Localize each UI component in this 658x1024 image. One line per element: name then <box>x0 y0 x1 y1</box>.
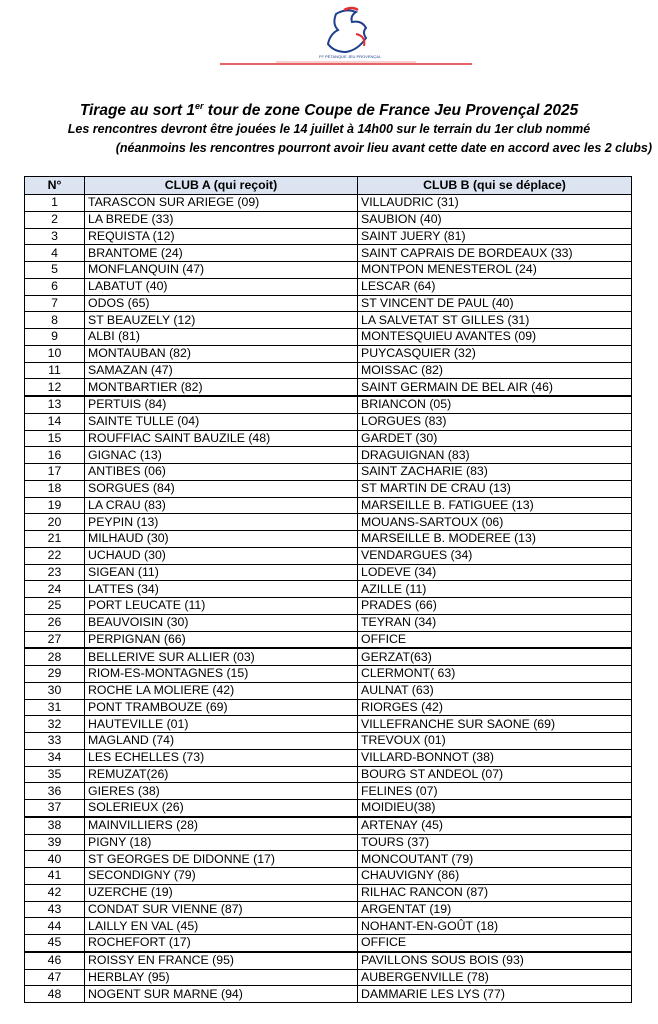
row-number: 25 <box>25 598 85 615</box>
club-b-cell: TOURS (37) <box>358 834 632 851</box>
club-b-cell: MOIDIEU(38) <box>358 800 632 817</box>
club-a-cell: UZERCHE (19) <box>85 884 358 901</box>
table-row <box>25 531 632 548</box>
club-b-cell: GARDET (30) <box>358 430 632 447</box>
club-b-cell: AUBERGENVILLE (78) <box>358 969 632 986</box>
club-b-cell: AULNAT (63) <box>358 682 632 699</box>
club-b-cell: OFFICE <box>358 631 632 648</box>
club-b-cell: SAINT CAPRAIS DE BORDEAUX (33) <box>358 245 632 262</box>
table-row <box>25 682 632 699</box>
club-a-cell: MONTAUBAN (82) <box>85 345 358 362</box>
table-row <box>25 379 632 396</box>
subtitle-date: Les rencontres devront être jouées le 14 juillet à 14h00 sur le terrain du 1er club nommé <box>67 122 591 136</box>
row-number: 26 <box>25 614 85 631</box>
club-b-cell: SAINT ZACHARIE (83) <box>358 464 632 481</box>
table-row <box>25 699 632 716</box>
club-a-cell: UCHAUD (30) <box>85 547 358 564</box>
club-b-cell: MONTPON MENESTEROL (24) <box>358 262 632 279</box>
table-row <box>25 851 632 868</box>
header-num: N° <box>25 177 85 195</box>
row-number: 13 <box>25 396 85 413</box>
row-number: 22 <box>25 547 85 564</box>
table-row <box>25 278 632 295</box>
table-row <box>25 935 632 952</box>
header-club-b: CLUB B (qui se déplace) <box>358 177 632 195</box>
club-b-cell: ST MARTIN DE CRAU (13) <box>358 480 632 497</box>
club-a-cell: ST BEAUZELY (12) <box>85 312 358 329</box>
club-b-cell: PRADES (66) <box>358 598 632 615</box>
table-row <box>25 716 632 733</box>
row-number: 31 <box>25 699 85 716</box>
club-a-cell: SIGEAN (11) <box>85 564 358 581</box>
club-a-cell: GIERES (38) <box>85 783 358 800</box>
club-a-cell: PERTUIS (84) <box>85 396 358 413</box>
club-a-cell: ODOS (65) <box>85 295 358 312</box>
club-a-cell: RIOM-ES-MONTAGNES (15) <box>85 666 358 683</box>
club-b-cell: LA SALVETAT ST GILLES (31) <box>358 312 632 329</box>
svg-text:FF PÉTANQUE JEU PROVENÇAL: FF PÉTANQUE JEU PROVENÇAL <box>319 54 382 59</box>
row-number: 19 <box>25 497 85 514</box>
row-number: 12 <box>25 379 85 396</box>
table-row <box>25 345 632 362</box>
table-body <box>25 195 632 1003</box>
club-a-cell: LA CRAU (83) <box>85 497 358 514</box>
club-a-cell: ANTIBES (06) <box>85 464 358 481</box>
club-b-cell: DRAGUIGNAN (83) <box>358 447 632 464</box>
club-a-cell: SECONDIGNY (79) <box>85 868 358 885</box>
rooster-icon <box>328 10 366 52</box>
club-b-cell: PAVILLONS SOUS BOIS (93) <box>358 952 632 969</box>
table-row <box>25 884 632 901</box>
table-row <box>25 800 632 817</box>
club-a-cell: MAINVILLIERS (28) <box>85 817 358 834</box>
club-a-cell: HERBLAY (95) <box>85 969 358 986</box>
page-title: Tirage au sort 1er tour de zone Coupe de France Jeu Provençal 2025 <box>79 101 579 120</box>
club-a-cell: SAINTE TULLE (04) <box>85 413 358 430</box>
club-a-cell: CONDAT SUR VIENNE (87) <box>85 901 358 918</box>
club-a-cell: PIGNY (18) <box>85 834 358 851</box>
table-row <box>25 396 632 413</box>
row-number: 37 <box>25 800 85 817</box>
row-number: 17 <box>25 464 85 481</box>
draw-table <box>24 176 632 1003</box>
row-number: 48 <box>25 986 85 1003</box>
table-row <box>25 868 632 885</box>
club-a-cell: ROCHE LA MOLIERE (42) <box>85 682 358 699</box>
club-b-cell: VILLEFRANCHE SUR SAONE (69) <box>358 716 632 733</box>
club-a-cell: MONTBARTIER (82) <box>85 379 358 396</box>
row-number: 29 <box>25 666 85 683</box>
club-b-cell: NOHANT-EN-GOÛT (18) <box>358 918 632 935</box>
row-number: 23 <box>25 564 85 581</box>
club-b-cell: SAINT GERMAIN DE BEL AIR (46) <box>358 379 632 396</box>
club-a-cell: SOLERIEUX (26) <box>85 800 358 817</box>
club-b-cell: SAINT JUERY (81) <box>358 228 632 245</box>
row-number: 18 <box>25 480 85 497</box>
table-row <box>25 413 632 430</box>
row-number: 27 <box>25 631 85 648</box>
row-number: 39 <box>25 834 85 851</box>
table-row <box>25 581 632 598</box>
row-number: 24 <box>25 581 85 598</box>
row-number: 14 <box>25 413 85 430</box>
federation-logo <box>216 6 476 68</box>
table-row <box>25 211 632 228</box>
table-row <box>25 834 632 851</box>
club-b-cell: MARSEILLE B. MODEREE (13) <box>358 531 632 548</box>
club-b-cell: MONCOUTANT (79) <box>358 851 632 868</box>
row-number: 21 <box>25 531 85 548</box>
club-b-cell: LORGUES (83) <box>358 413 632 430</box>
row-number: 28 <box>25 648 85 665</box>
club-b-cell: OFFICE <box>358 935 632 952</box>
row-number: 2 <box>25 211 85 228</box>
club-b-cell: AZILLE (11) <box>358 581 632 598</box>
club-a-cell: LA BREDE (33) <box>85 211 358 228</box>
club-a-cell: LES ECHELLES (73) <box>85 749 358 766</box>
club-a-cell: LABATUT (40) <box>85 278 358 295</box>
table-row <box>25 749 632 766</box>
club-a-cell: ALBI (81) <box>85 329 358 346</box>
row-number: 7 <box>25 295 85 312</box>
club-a-cell: PORT LEUCATE (11) <box>85 598 358 615</box>
row-number: 32 <box>25 716 85 733</box>
club-b-cell: SAUBION (40) <box>358 211 632 228</box>
row-number: 33 <box>25 733 85 750</box>
row-number: 38 <box>25 817 85 834</box>
table-row <box>25 329 632 346</box>
table-header-row <box>25 177 632 195</box>
club-b-cell: ARGENTAT (19) <box>358 901 632 918</box>
row-number: 30 <box>25 682 85 699</box>
club-a-cell: REMUZAT(26) <box>85 766 358 783</box>
club-a-cell: ROUFFIAC SAINT BAUZILE (48) <box>85 430 358 447</box>
club-b-cell: ST VINCENT DE PAUL (40) <box>358 295 632 312</box>
row-number: 20 <box>25 514 85 531</box>
table-row <box>25 952 632 969</box>
header-club-a: CLUB A (qui reçoit) <box>85 177 358 195</box>
row-number: 44 <box>25 918 85 935</box>
table-row <box>25 447 632 464</box>
table-row <box>25 986 632 1003</box>
table-row <box>25 480 632 497</box>
table-row <box>25 733 632 750</box>
table-row <box>25 195 632 212</box>
table-row <box>25 312 632 329</box>
club-a-cell: BEAUVOISIN (30) <box>85 614 358 631</box>
row-number: 6 <box>25 278 85 295</box>
row-number: 3 <box>25 228 85 245</box>
club-a-cell: MILHAUD (30) <box>85 531 358 548</box>
row-number: 15 <box>25 430 85 447</box>
club-b-cell: FELINES (07) <box>358 783 632 800</box>
table-row <box>25 547 632 564</box>
club-b-cell: VILLAUDRIC (31) <box>358 195 632 212</box>
row-number: 47 <box>25 969 85 986</box>
club-a-cell: ROCHEFORT (17) <box>85 935 358 952</box>
table-row <box>25 262 632 279</box>
club-b-cell: PUYCASQUIER (32) <box>358 345 632 362</box>
row-number: 46 <box>25 952 85 969</box>
table-row <box>25 666 632 683</box>
row-number: 35 <box>25 766 85 783</box>
row-number: 4 <box>25 245 85 262</box>
row-number: 1 <box>25 195 85 212</box>
table-row <box>25 614 632 631</box>
club-a-cell: MAGLAND (74) <box>85 733 358 750</box>
club-a-cell: SORGUES (84) <box>85 480 358 497</box>
club-b-cell: MARSEILLE B. FATIGUEE (13) <box>358 497 632 514</box>
table-row <box>25 564 632 581</box>
club-a-cell: MONFLANQUIN (47) <box>85 262 358 279</box>
row-number: 42 <box>25 884 85 901</box>
club-a-cell: GIGNAC (13) <box>85 447 358 464</box>
row-number: 8 <box>25 312 85 329</box>
club-a-cell: LAILLY EN VAL (45) <box>85 918 358 935</box>
row-number: 9 <box>25 329 85 346</box>
club-b-cell: TREVOUX (01) <box>358 733 632 750</box>
row-number: 41 <box>25 868 85 885</box>
table-row <box>25 228 632 245</box>
club-a-cell: BRANTOME (24) <box>85 245 358 262</box>
club-b-cell: MOUANS-SARTOUX (06) <box>358 514 632 531</box>
club-b-cell: RIORGES (42) <box>358 699 632 716</box>
club-a-cell: PEYPIN (13) <box>85 514 358 531</box>
club-b-cell: LODEVE (34) <box>358 564 632 581</box>
club-b-cell: BRIANCON (05) <box>358 396 632 413</box>
club-a-cell: PONT TRAMBOUZE (69) <box>85 699 358 716</box>
table-row <box>25 497 632 514</box>
club-b-cell: TEYRAN (34) <box>358 614 632 631</box>
club-a-cell: SAMAZAN (47) <box>85 362 358 379</box>
club-b-cell: DAMMARIE LES LYS (77) <box>358 986 632 1003</box>
table-row <box>25 245 632 262</box>
club-b-cell: CHAUVIGNY (86) <box>358 868 632 885</box>
club-b-cell: VILLARD-BONNOT (38) <box>358 749 632 766</box>
table-row <box>25 430 632 447</box>
club-b-cell: MONTESQUIEU AVANTES (09) <box>358 329 632 346</box>
row-number: 34 <box>25 749 85 766</box>
club-b-cell: LESCAR (64) <box>358 278 632 295</box>
table-row <box>25 598 632 615</box>
row-number: 11 <box>25 362 85 379</box>
club-b-cell: MOISSAC (82) <box>358 362 632 379</box>
row-number: 45 <box>25 935 85 952</box>
table-row <box>25 362 632 379</box>
club-b-cell: VENDARGUES (34) <box>358 547 632 564</box>
club-b-cell: BOURG ST ANDEOL (07) <box>358 766 632 783</box>
row-number: 40 <box>25 851 85 868</box>
table-row <box>25 969 632 986</box>
row-number: 5 <box>25 262 85 279</box>
table-row <box>25 648 632 665</box>
club-a-cell: ST GEORGES DE DIDONNE (17) <box>85 851 358 868</box>
table-row <box>25 464 632 481</box>
row-number: 36 <box>25 783 85 800</box>
club-a-cell: TARASCON SUR ARIEGE (09) <box>85 195 358 212</box>
club-a-cell: LATTES (34) <box>85 581 358 598</box>
club-b-cell: RILHAC RANCON (87) <box>358 884 632 901</box>
club-b-cell: GERZAT(63) <box>358 648 632 665</box>
subtitle-note: (néanmoins les rencontres pourront avoir lieu avant cette date en accord avec les 2 clubs) <box>115 141 652 155</box>
row-number: 43 <box>25 901 85 918</box>
table-row <box>25 901 632 918</box>
table-row <box>25 918 632 935</box>
row-number: 16 <box>25 447 85 464</box>
club-a-cell: NOGENT SUR MARNE (94) <box>85 986 358 1003</box>
club-b-cell: CLERMONT( 63) <box>358 666 632 683</box>
club-a-cell: HAUTEVILLE (01) <box>85 716 358 733</box>
table-row <box>25 631 632 648</box>
table-row <box>25 295 632 312</box>
club-a-cell: ROISSY EN FRANCE (95) <box>85 952 358 969</box>
club-a-cell: BELLERIVE SUR ALLIER (03) <box>85 648 358 665</box>
table-row <box>25 817 632 834</box>
row-number: 10 <box>25 345 85 362</box>
table-row <box>25 766 632 783</box>
club-a-cell: REQUISTA (12) <box>85 228 358 245</box>
club-b-cell: ARTENAY (45) <box>358 817 632 834</box>
table-row <box>25 783 632 800</box>
club-a-cell: PERPIGNAN (66) <box>85 631 358 648</box>
table-row <box>25 514 632 531</box>
